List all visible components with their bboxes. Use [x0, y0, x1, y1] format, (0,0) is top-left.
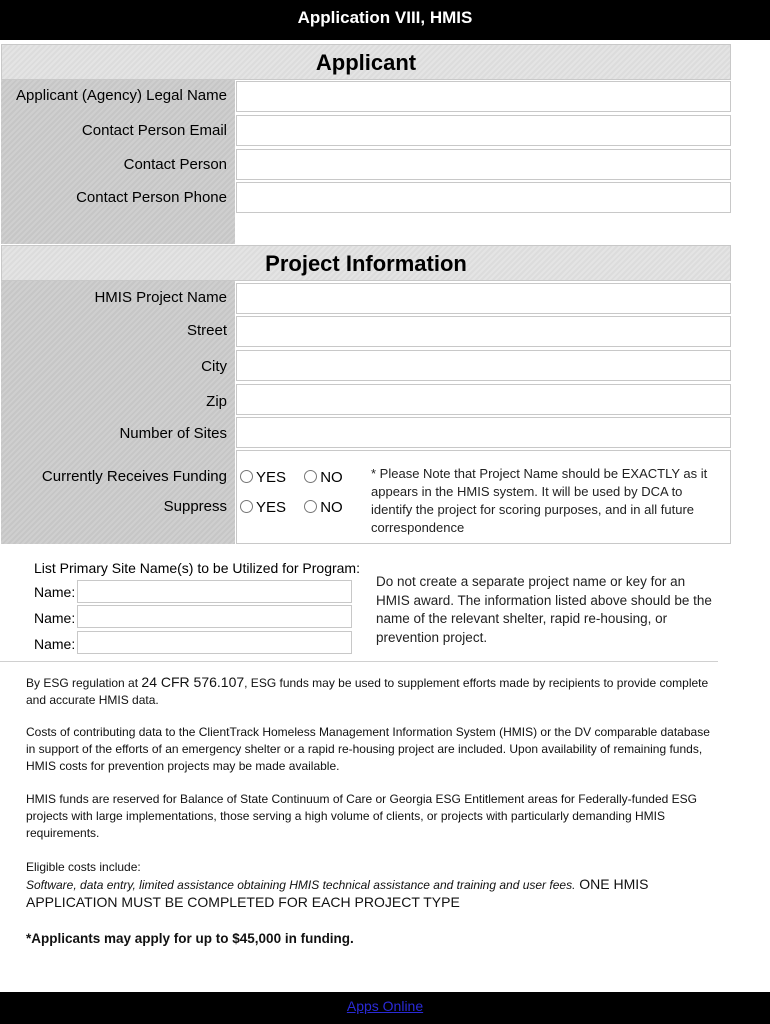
legal-name-label: Applicant (Agency) Legal Name [16, 87, 227, 104]
contact-email-field[interactable] [236, 115, 731, 146]
site-list-title: List Primary Site Name(s) to be Utilized for Program: [34, 560, 360, 576]
legal-name-field[interactable] [236, 81, 731, 112]
info-paragraph-3: HMIS funds are reserved for Balance of State Continuum of Care or Georgia ESG Entitlement areas for Federally-funded ESG projects with large implementations, those serving a high volume of clients, or projects with particularly demanding HMIS requirements. [26, 792, 697, 840]
no-label: NO [320, 469, 343, 486]
applicant-heading: Applicant [1, 44, 731, 80]
city-label: City [201, 358, 227, 375]
receives-funding-yes-option[interactable] [240, 469, 286, 487]
radio-icon[interactable] [304, 470, 317, 483]
receives-funding-label: Currently Receives Funding [41, 468, 227, 485]
receives-funding-radio-group [240, 469, 357, 487]
radio-icon[interactable] [240, 470, 253, 483]
zip-field[interactable] [236, 384, 731, 415]
suppress-no-option[interactable] [304, 499, 343, 517]
project-name-note: * Please Note that Project Name should be EXACTLY as it appears in the HMIS system. It will be used by DCA to identify the project for scoring purposes, and in all future correspondence [371, 466, 708, 535]
suppress-label: Suppress [163, 498, 227, 515]
contact-person-label: Contact Person [123, 156, 227, 173]
receives-funding-no-option[interactable] [304, 469, 343, 487]
footer-bar [0, 992, 770, 1024]
eligible-costs-label: Eligible costs include: [26, 860, 141, 874]
yes-label: YES [256, 499, 287, 516]
radio-icon[interactable] [240, 500, 253, 513]
city-field[interactable] [236, 350, 731, 381]
site-name-note: Do not create a separate project name or key for an HMIS award. The information listed above should be the name of the relevant shelter, rapid re-housing, or prevention project. [376, 574, 712, 645]
yes-label: YES [256, 469, 287, 486]
site-name-label: Name: [34, 636, 76, 652]
contact-person-field[interactable] [236, 149, 731, 180]
page-title: Application VIII, HMIS [0, 0, 770, 40]
info-paragraph-2: Costs of contributing data to the ClientTrack Homeless Management Information System (HMIS) or the DV comparable database in support of the efforts of an emergency shelter or a rapid re-housing project are included. Upon availability of remaining funds, HMIS costs for prevention projects may be made available. [26, 725, 710, 773]
project-name-label: HMIS Project Name [94, 289, 227, 306]
contact-phone-label: Contact Person Phone [76, 189, 227, 206]
text: , ESG funds may be used to supplement efforts made by recipients to provide complete and accurate HMIS data. [26, 676, 709, 707]
apps-online-link[interactable]: Apps Online [346, 998, 424, 1014]
project-heading: Project Information [1, 245, 731, 281]
suppress-yes-option[interactable] [240, 499, 286, 517]
info-paragraph-4 [26, 859, 716, 912]
number-of-sites-field[interactable] [236, 417, 731, 448]
zip-label: Zip [206, 393, 227, 410]
site-name-label: Name: [34, 584, 76, 600]
regulation-reference: 24 CFR 576.107 [141, 674, 245, 690]
contact-phone-field[interactable] [236, 182, 731, 213]
no-label: NO [320, 499, 343, 516]
eligible-costs-text: Software, data entry, limited assistance obtaining HMIS technical assistance and training and user fees. [26, 878, 576, 892]
street-field[interactable] [236, 316, 731, 347]
site-name-field-1[interactable] [77, 580, 352, 603]
info-paragraph-1 [26, 674, 716, 709]
divider [0, 661, 718, 662]
site-name-field-2[interactable] [77, 605, 352, 628]
suppress-radio-group [240, 499, 357, 517]
contact-email-label: Contact Person Email [81, 122, 227, 139]
site-name-label: Name: [34, 610, 76, 626]
radio-icon[interactable] [304, 500, 317, 513]
funding-limit-note: *Applicants may apply for up to $45,000 in funding. [26, 931, 354, 946]
site-name-field-3[interactable] [77, 631, 352, 654]
project-name-field[interactable] [236, 283, 731, 314]
text: By ESG regulation at [26, 676, 142, 690]
street-label: Street [186, 322, 227, 339]
one-application-notice: ONE HMIS APPLICATION MUST BE COMPLETED FOR EACH PROJECT TYPE [26, 876, 649, 910]
number-of-sites-label: Number of Sites [119, 425, 227, 442]
